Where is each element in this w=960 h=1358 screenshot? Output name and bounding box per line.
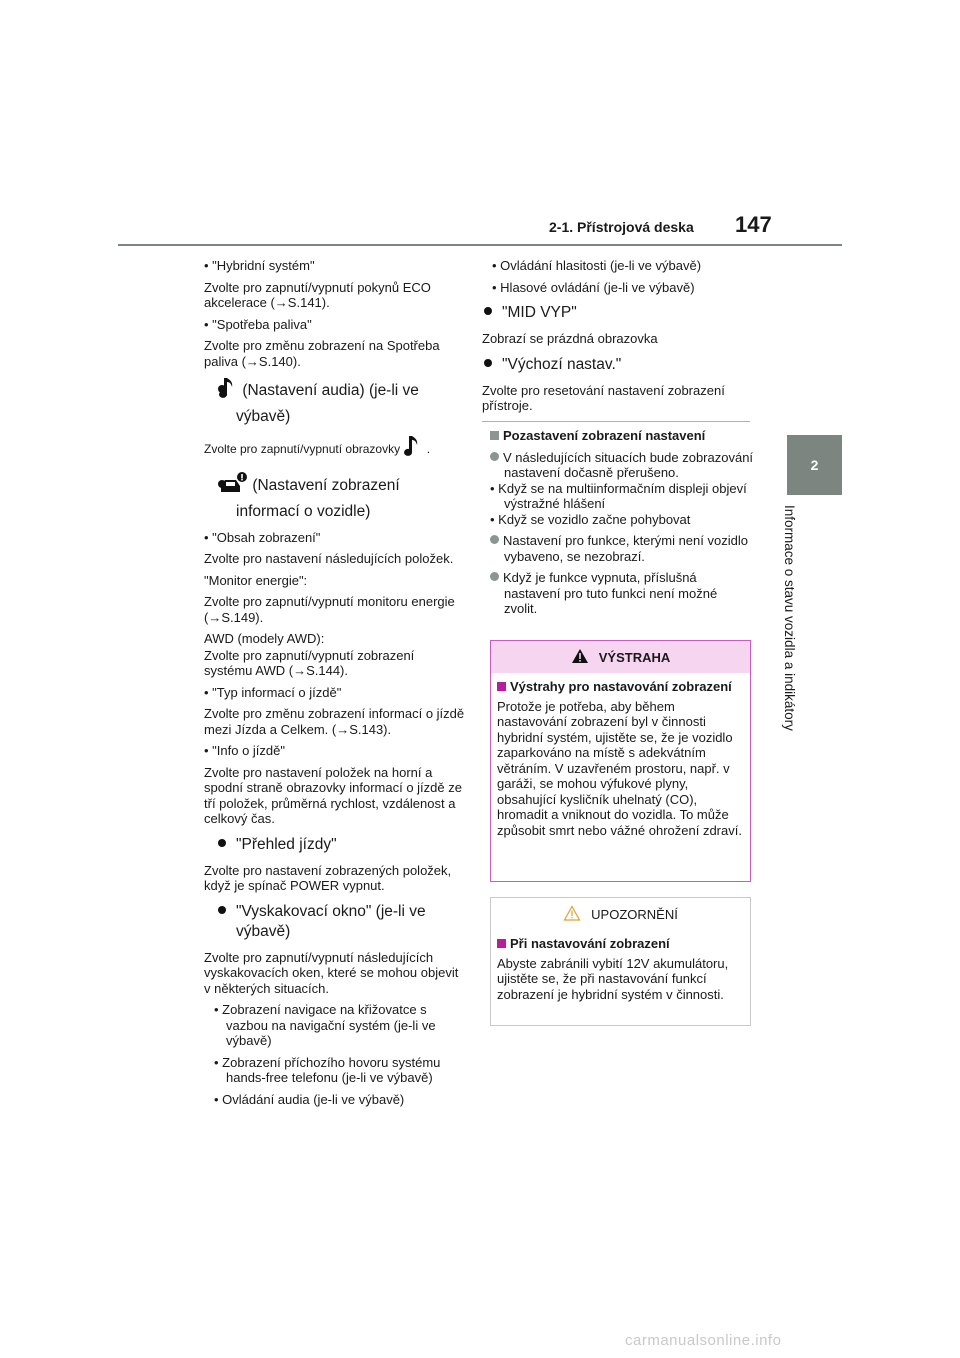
- heading-audio-text: (Nastavení audia) (je-li ve výbavě): [236, 382, 419, 425]
- right-column: [482, 258, 754, 420]
- pause-section: [490, 428, 754, 623]
- bullet-dot: [218, 906, 226, 914]
- circle-bullet-icon: [490, 535, 499, 544]
- circle-bullet-icon: [490, 572, 499, 581]
- car-info-icon: [236, 472, 248, 502]
- item-popup-phone: • Zobrazení příchozího hovoru systému hands-free telefonu (je-li ve výbavě): [214, 1054, 441, 1085]
- caution-box: [490, 897, 751, 1026]
- text-default: Zvolte pro resetování nastavení zobrazení přístroje.: [482, 382, 725, 413]
- pause-item-1a: • Když se na multiinformačním displeji objeví výstražné hlášení: [490, 480, 747, 511]
- caution-header: [491, 898, 750, 930]
- caution-title: UPOZORNĚNÍ: [591, 906, 678, 922]
- item-trip-info: • "Info o jízdě": [204, 743, 285, 758]
- text-audio-note: [204, 435, 466, 464]
- audio-note-text: Zvolte pro zapnutí/vypnutí obrazovky: [204, 442, 401, 456]
- item-voice: • Hlasové ovládání (je-li ve výbavě): [492, 279, 695, 295]
- item-content: • "Obsah zobrazení": [204, 529, 321, 545]
- heading-overview-text: "Přehled jízdy": [236, 835, 337, 853]
- pause-item-1b: • Když se vozidlo začne pohybovat: [490, 511, 691, 527]
- item-fuel: • "Spotřeba paliva": [204, 316, 312, 332]
- heading-overview: [204, 835, 466, 855]
- item-popup-audio: • Ovládání audia (je-li ve výbavě): [214, 1091, 405, 1107]
- warning-subtitle-text: Výstrahy pro nastavování zobrazení: [510, 679, 732, 694]
- item-popup-nav: • Zobrazení navigace na křižovatce s vazbou na navigační systém (je-li ve výbavě): [214, 1002, 436, 1048]
- chapter-tab: 2: [787, 435, 842, 495]
- text-eco: Zvolte pro zapnutí/vypnutí pokynů ECO akcelerace (→S.141).: [204, 279, 431, 310]
- chapter-label: Informace o stavu vozidla a indikátory: [782, 505, 797, 731]
- text-fuel: Zvolte pro změnu zobrazení na Spotřeba paliva (→S.140).: [204, 338, 440, 369]
- heading-default-text: "Výchozí nastav.": [502, 355, 622, 373]
- audio-note-end: .: [426, 442, 431, 456]
- warning-text: Protože je potřeba, aby během nastavování zobrazení byl v činnosti hybridní systém, ujistěte se, že je vozidlo zaparkováno na místě s adekvátním větráním. V uzavřeném prostoru, např. v garáži, se mohou výfukové plyny, obsahující kysličník uhelnatý (CO), hromadit a vniknout do vozidla. To může způsobit smrt nebo vážné ohrožení zdraví.: [497, 698, 742, 838]
- pause-item-1-text: V následujících situacích bude zobrazování nastavení dočasně přerušeno.: [503, 449, 754, 480]
- square-bullet-icon: [497, 939, 506, 948]
- heading-default: [484, 355, 754, 375]
- square-bullet-icon: [497, 682, 506, 691]
- caution-body: [491, 930, 750, 1012]
- music-note-icon: [236, 377, 238, 407]
- text-energy-title: "Monitor energie":: [204, 572, 308, 588]
- heading-mid-off: [484, 303, 754, 323]
- heading-vehicle-info: [204, 472, 466, 522]
- bullet-dot: [218, 839, 226, 847]
- warning-triangle-icon: [571, 648, 589, 667]
- caution-triangle-icon: [563, 905, 581, 924]
- heading-vehicle-text: (Nastavení zobrazení informací o vozidle): [236, 476, 400, 520]
- pause-title: [490, 428, 754, 444]
- music-note-icon: [403, 435, 423, 464]
- pause-item-1: [490, 450, 754, 481]
- pause-item-2-text: Nastavení pro funkce, kterými není vozidlo vybaveno, se nezobrazí.: [503, 533, 748, 564]
- heading-audio: [204, 377, 466, 427]
- pause-item-3-text: Když je funkce vypnuta, příslušná nastavení pro tuto funkci není možné zvolit.: [503, 570, 718, 616]
- pause-item-2: [490, 533, 754, 564]
- bullet-dot: [484, 307, 492, 315]
- warning-box: [490, 640, 751, 882]
- text-popup: Zvolte pro zapnutí/vypnutí následujících vyskakovacích oken, které se mohou objevit v některých situacích.: [204, 949, 459, 996]
- text-awd-title: AWD (modely AWD):: [204, 631, 325, 646]
- chapter-label-wrap: [757, 505, 837, 765]
- heading-popup-text: "Vyskakovací okno" (je-li ve výbavě): [236, 902, 426, 940]
- warning-subtitle: [497, 679, 744, 695]
- pause-item-3: [490, 570, 754, 617]
- text-mid-off: Zobrazí se prázdná obrazovka: [482, 331, 658, 346]
- watermark: carmanualsonline.info: [625, 1332, 782, 1349]
- bullet-dot: [484, 359, 492, 367]
- text-trip-type: Zvolte pro změnu zobrazení informací o jízdě mezi Jízda a Celkem. (→S.143).: [204, 706, 465, 737]
- caution-text: Abyste zabránili vybití 12V akumulátoru, ujistěte se, že při nastavování funkcí zobrazení je hybridní systém v činnosti.: [497, 955, 729, 1002]
- warning-title: VÝSTRAHA: [598, 649, 671, 665]
- warning-header: [491, 641, 750, 673]
- text-content: Zvolte pro nastavení následujících položek.: [204, 551, 454, 566]
- section-divider: [482, 421, 750, 422]
- square-bullet-icon: [490, 431, 499, 440]
- page-number: 147: [735, 212, 772, 237]
- warning-body: [491, 673, 750, 848]
- section-title: 2-1. Přístrojová deska: [549, 219, 694, 235]
- caution-subtitle: [497, 936, 744, 952]
- heading-mid-off-text: "MID VYP": [502, 304, 577, 321]
- item-volume: • Ovládání hlasitosti (je-li ve výbavě): [492, 258, 702, 273]
- item-trip-type: • "Typ informací o jízdě": [204, 684, 342, 700]
- text-energy: Zvolte pro zapnutí/vypnutí monitoru energie (→S.149).: [204, 594, 455, 625]
- text-overview: Zvolte pro nastavení zobrazených položek, když je spínač POWER vypnut.: [204, 862, 452, 893]
- heading-popup: [204, 902, 466, 942]
- pause-title-text: Pozastavení zobrazení nastavení: [503, 428, 706, 443]
- left-column: [204, 258, 466, 1113]
- circle-bullet-icon: [490, 452, 499, 461]
- caution-subtitle-text: Při nastavování zobrazení: [510, 936, 670, 951]
- text-trip-info: Zvolte pro nastavení položek na horní a spodní straně obrazovky informací o jízdě ze tří položek, průměrná rychlost, vzdálenost a celkový čas.: [204, 764, 462, 826]
- header-rule: [118, 244, 842, 246]
- item-hybrid: • "Hybridní systém": [204, 258, 315, 273]
- text-awd: Zvolte pro zapnutí/vypnutí zobrazení systému AWD (→S.144).: [204, 647, 415, 678]
